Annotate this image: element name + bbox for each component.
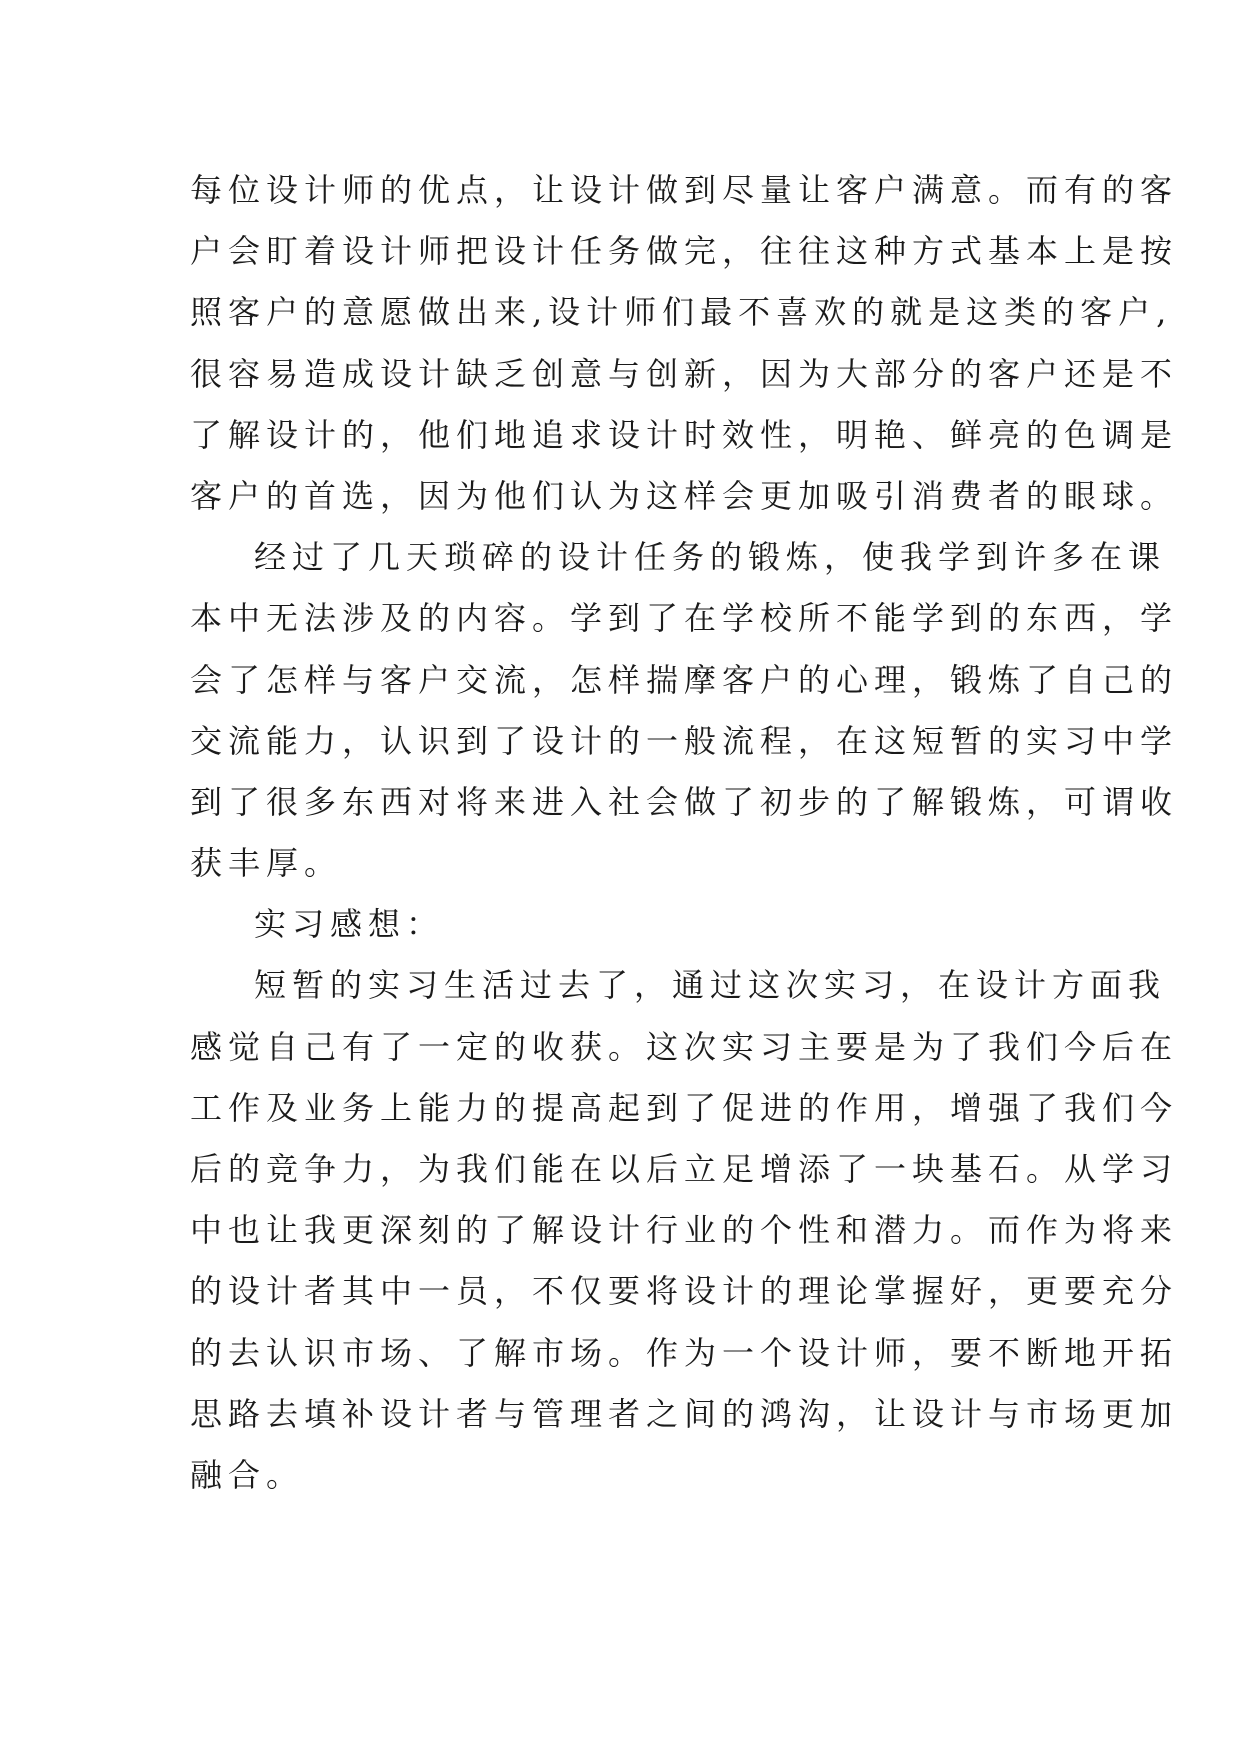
text-line: 获丰厚。 [190,844,343,883]
text-line: 融合。 [190,1455,305,1494]
body-text [190,160,1179,1506]
text-line: 照客户的意愿做出来,设计师们最不喜欢的就是这类的客户, [190,293,1173,332]
text-line: 感觉自己有了一定的收获。这次实习主要是为了我们今后在 [190,1027,1179,1066]
text-line: 每位设计师的优点，让设计做到尽量让客户满意。而有的客 [190,171,1179,209]
text-line: 中也让我更深刻的了解设计行业的个性和潜力。而作为将来 [190,1211,1179,1250]
text-line: 很容易造成设计缺乏创意与创新，因为大部分的客户还是不 [190,354,1179,393]
text-line: 到了很多东西对将来进入社会做了初步的了解锻炼，可谓收 [190,782,1179,821]
text-line: 的去认识市场、了解市场。作为一个设计师，要不断地开拓 [190,1333,1179,1372]
text-line: 了解设计的，他们地追求设计时效性，明艳、鲜亮的色调是 [190,415,1179,454]
text-line: 工作及业务上能力的提高起到了促进的作用，增强了我们今 [190,1088,1179,1127]
text-line: 短暂的实习生活过去了，通过这次实习，在设计方面我 [254,966,1167,1005]
text-line: 经过了几天琐碎的设计任务的锻炼，使我学到许多在课 [254,538,1167,577]
section-heading: 实习感想： [254,905,445,944]
text-line: 本中无法涉及的内容。学到了在学校所不能学到的东西，学 [190,599,1179,638]
text-line: 户会盯着设计师把设计任务做完，往往这种方式基本上是按 [190,232,1179,271]
text-line: 思路去填补设计者与管理者之间的鸿沟，让设计与市场更加 [190,1394,1179,1433]
text-line: 交流能力，认识到了设计的一般流程，在这短暂的实习中学 [190,721,1179,760]
text-line: 客户的首选，因为他们认为这样会更加吸引消费者的眼球。 [190,476,1179,515]
text-line: 会了怎样与客户交流，怎样揣摩客户的心理，锻炼了自己的 [190,660,1179,699]
text-line: 后的竞争力，为我们能在以后立足增添了一块基石。从学习 [190,1150,1179,1188]
text-line: 的设计者其中一员，不仅要将设计的理论掌握好，更要充分 [190,1272,1179,1311]
